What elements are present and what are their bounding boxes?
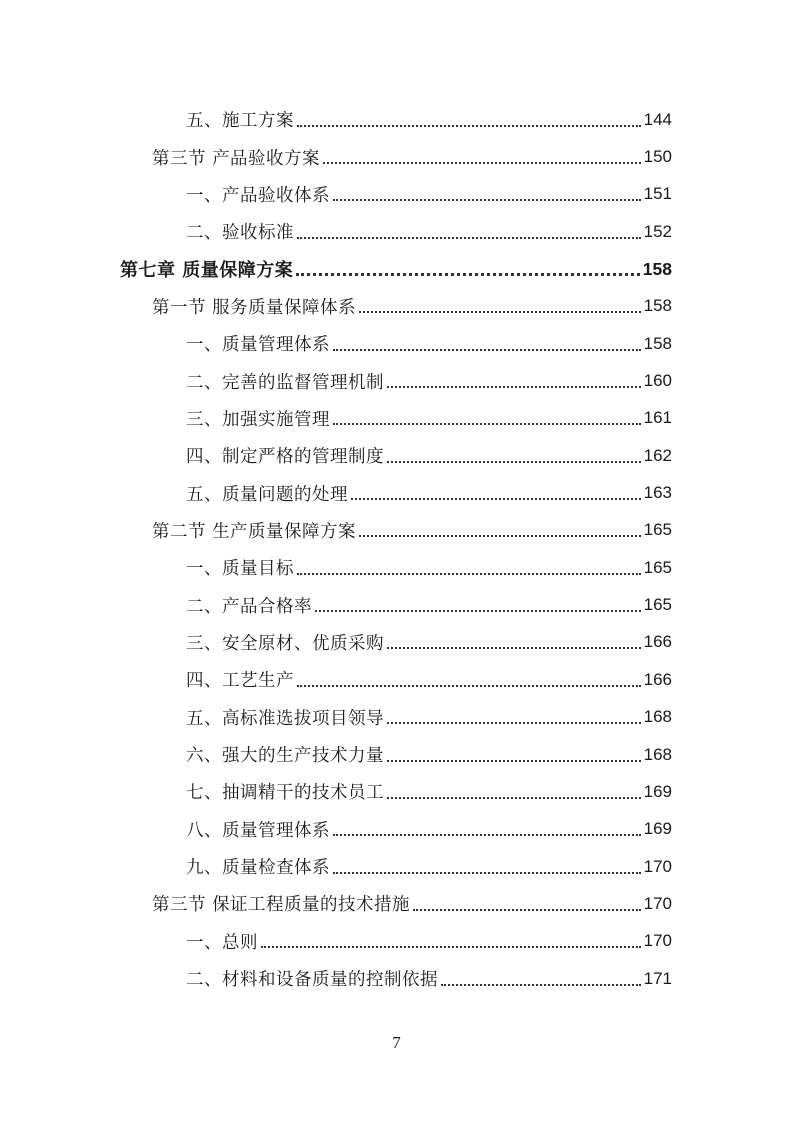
toc-entry-page-number: 168 xyxy=(643,744,672,764)
dot-leader xyxy=(333,349,641,351)
toc-entry-page-number: 163 xyxy=(643,483,672,503)
toc-item-row[interactable] xyxy=(0,362,793,399)
toc-item-row[interactable] xyxy=(0,176,793,213)
dot-leader xyxy=(387,461,641,463)
toc-entry-title: 五、高标准选拔项目领导 xyxy=(186,708,384,729)
toc-entry-page-number: 169 xyxy=(643,819,672,839)
dot-leader xyxy=(333,872,641,874)
toc-entry-title: 八、质量管理体系 xyxy=(186,820,330,841)
toc-entry-title: 四、制定严格的管理制度 xyxy=(186,447,384,468)
toc-item-row[interactable] xyxy=(0,699,793,736)
toc-entry-page-number: 160 xyxy=(643,371,672,391)
dot-leader xyxy=(323,162,641,164)
toc-item-row[interactable] xyxy=(0,811,793,848)
toc-entry-page-number: 151 xyxy=(643,184,672,204)
dot-leader xyxy=(413,909,641,911)
toc-entry-page-number: 144 xyxy=(643,109,672,129)
dot-leader xyxy=(297,573,641,575)
dot-leader xyxy=(387,722,641,724)
dot-leader xyxy=(315,610,641,612)
toc-entry-title: 三、安全原材、优质采购 xyxy=(186,633,384,654)
dot-leader xyxy=(296,273,640,276)
toc-item-row[interactable] xyxy=(0,736,793,773)
toc-entry-title: 第三节 保证工程质量的技术措施 xyxy=(152,895,411,916)
toc-entry-title: 九、质量检查体系 xyxy=(186,858,330,879)
toc-entry-title: 第二节 生产质量保障方案 xyxy=(152,521,357,542)
dot-leader xyxy=(261,946,641,948)
toc-entry-page-number: 166 xyxy=(643,669,672,689)
dot-leader xyxy=(387,797,641,799)
toc-entry-page-number: 166 xyxy=(643,632,672,652)
toc-item-row[interactable] xyxy=(0,586,793,623)
toc-entry-title: 第七章 质量保障方案 xyxy=(120,260,294,282)
toc-item-row[interactable] xyxy=(0,848,793,885)
toc-item-row[interactable] xyxy=(0,437,793,474)
dot-leader xyxy=(333,834,641,836)
toc-entry-title: 五、质量问题的处理 xyxy=(186,484,348,505)
toc-entry-title: 五、施工方案 xyxy=(186,111,294,132)
toc-entry-title: 二、材料和设备质量的控制依据 xyxy=(186,970,438,991)
toc-item-row[interactable] xyxy=(0,624,793,661)
dot-leader xyxy=(387,760,641,762)
page-number: 7 xyxy=(392,1033,401,1052)
dot-leader xyxy=(359,535,641,537)
toc-item-row[interactable] xyxy=(0,923,793,960)
toc-section-row[interactable] xyxy=(0,138,793,175)
toc-entry-title: 二、完善的监督管理机制 xyxy=(186,372,384,393)
dot-leader xyxy=(441,984,641,986)
toc-section-row[interactable] xyxy=(0,885,793,922)
toc-entry-page-number: 170 xyxy=(643,893,672,913)
toc-entry-page-number: 158 xyxy=(643,296,672,316)
toc-entry-page-number: 152 xyxy=(643,221,672,241)
dot-leader xyxy=(297,685,641,687)
toc-entry-title: 第一节 服务质量保障体系 xyxy=(152,297,357,318)
toc-item-row[interactable] xyxy=(0,474,793,511)
dot-leader xyxy=(297,125,641,127)
toc-entry-page-number: 170 xyxy=(643,931,672,951)
toc-entry-title: 二、验收标准 xyxy=(186,223,294,244)
dot-leader xyxy=(387,386,641,388)
toc-entry-title: 二、产品合格率 xyxy=(186,596,312,617)
toc-entry-page-number: 165 xyxy=(643,595,672,615)
toc-section-row[interactable] xyxy=(0,288,793,325)
toc-entry-title: 三、加强实施管理 xyxy=(186,409,330,430)
toc-entry-page-number: 171 xyxy=(643,968,672,988)
dot-leader xyxy=(351,498,641,500)
dot-leader xyxy=(359,311,641,313)
toc-entry-title: 第三节 产品验收方案 xyxy=(152,148,321,169)
dot-leader xyxy=(297,237,641,239)
toc-entry-page-number: 169 xyxy=(643,781,672,801)
toc-entry-title: 六、强大的生产技术力量 xyxy=(186,746,384,767)
toc-entry-page-number: 170 xyxy=(643,856,672,876)
toc-entry-page-number: 150 xyxy=(643,147,672,167)
table-of-contents xyxy=(0,101,793,997)
toc-item-row[interactable] xyxy=(0,549,793,586)
toc-section-row[interactable] xyxy=(0,512,793,549)
toc-item-row[interactable] xyxy=(0,400,793,437)
toc-item-row[interactable] xyxy=(0,213,793,250)
dot-leader xyxy=(333,423,641,425)
toc-item-row[interactable] xyxy=(0,661,793,698)
toc-entry-title: 一、质量管理体系 xyxy=(186,335,330,356)
toc-entry-title: 一、总则 xyxy=(186,932,258,953)
toc-entry-page-number: 165 xyxy=(643,520,672,540)
dot-leader xyxy=(387,647,641,649)
toc-entry-title: 一、产品验收体系 xyxy=(186,185,330,206)
toc-entry-page-number: 158 xyxy=(642,258,672,279)
toc-entry-title: 一、质量目标 xyxy=(186,559,294,580)
toc-entry-page-number: 165 xyxy=(643,557,672,577)
dot-leader xyxy=(333,199,641,201)
toc-item-row[interactable] xyxy=(0,960,793,997)
toc-entry-title: 四、工艺生产 xyxy=(186,671,294,692)
toc-item-row[interactable] xyxy=(0,773,793,810)
toc-entry-page-number: 158 xyxy=(643,333,672,353)
toc-chapter-row[interactable] xyxy=(0,250,793,287)
toc-item-row[interactable] xyxy=(0,325,793,362)
toc-item-row[interactable] xyxy=(0,101,793,138)
toc-entry-title: 七、抽调精干的技术员工 xyxy=(186,783,384,804)
toc-entry-page-number: 161 xyxy=(643,408,672,428)
toc-entry-page-number: 168 xyxy=(643,707,672,727)
toc-entry-page-number: 162 xyxy=(643,445,672,465)
